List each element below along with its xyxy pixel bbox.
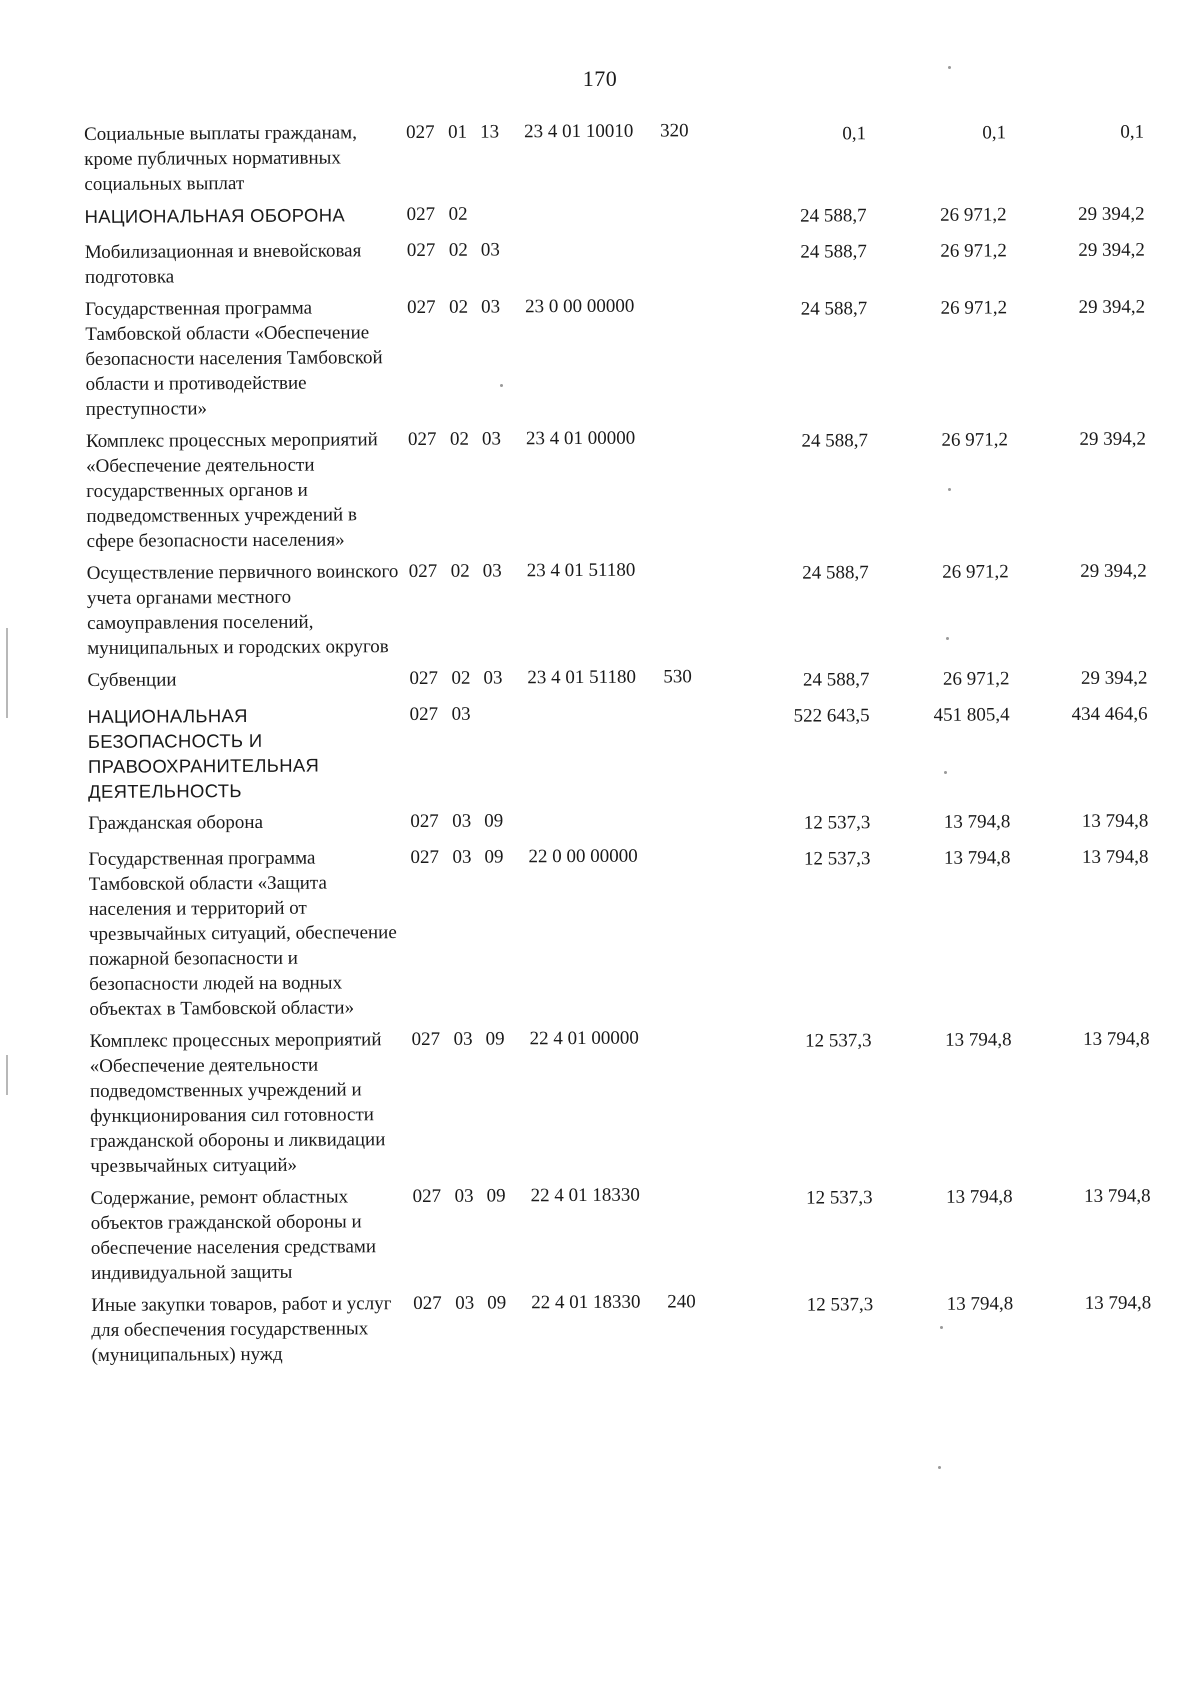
row-amount-year-3: 13 794,8 <box>1084 1185 1151 1207</box>
row-name: Иные закупки товаров, работ и услуг для обеспечения государственных (муниципальных) нужд <box>91 1293 392 1366</box>
row-amount-year-1: 12 537,3 <box>803 848 871 870</box>
row-target-article-code <box>528 807 664 808</box>
row-amount-year-2: 13 794,8 <box>943 811 1011 833</box>
row-grbs-code: 027 <box>412 1185 442 1208</box>
table-row <box>88 840 1185 1022</box>
scan-speck <box>948 488 951 491</box>
row-amount-year-3: 434 464,6 <box>1071 703 1148 725</box>
row-name: Государственная программа Тамбовской области «Защита населения и территорий от чрезвычайных ситуаций, обеспечение пожарной безопасности и безопасности людей на водных объектах в Тамбовской области» <box>88 847 397 1020</box>
row-target-article-code: 23 4 01 51180 <box>527 666 637 689</box>
row-target-article-code: 23 4 01 10010 <box>524 120 634 143</box>
row-subsection-code: 09 <box>486 1185 506 1207</box>
row-name: Осуществление первичного воинского учета органами местного самоуправления поселений, муниципальных и городских округов <box>86 561 399 659</box>
row-name: Социальные выплаты гражданам, кроме публичных нормативных социальных выплат <box>84 122 357 195</box>
table-row <box>87 554 1184 661</box>
row-section-code: 03 <box>454 1185 474 1207</box>
scan-speck <box>948 66 951 69</box>
row-section-code: 02 <box>450 560 470 582</box>
row-name: Комплекс процессных мероприятий «Обеспечение деятельности государственных органов и подведомственных учреждений в сфере безопасности населения» <box>85 429 378 552</box>
row-name: Комплекс процессных мероприятий «Обеспечение деятельности подведомственных учреждений и функционирования сил готовности гражданской обороны и ликвидации чрезвычайных ситуаций» <box>89 1029 386 1177</box>
row-section-code: 03 <box>453 1028 473 1050</box>
row-grbs-code: 027 <box>411 1028 441 1051</box>
row-amount-year-1: 12 537,3 <box>803 812 871 834</box>
table-row <box>85 197 1181 233</box>
row-section-code: 02 <box>451 667 471 689</box>
row-amount-year-3: 0,1 <box>1120 121 1145 143</box>
row-subsection-code: 09 <box>485 1028 505 1050</box>
row-amount-year-3: 13 794,8 <box>1084 1292 1152 1314</box>
row-amount-year-3: 13 794,8 <box>1081 810 1149 832</box>
row-grbs-code: 027 <box>407 428 437 451</box>
row-grbs-code: 027 <box>413 1292 442 1315</box>
row-target-article-code: 22 4 01 18330 <box>530 1184 640 1207</box>
row-amount-year-1: 24 588,7 <box>802 669 870 691</box>
scan-speck <box>500 384 503 387</box>
row-section-code: 02 <box>448 203 468 225</box>
row-target-article-code: 22 4 01 00000 <box>529 1027 639 1050</box>
row-amount-year-3: 13 794,8 <box>1081 846 1149 868</box>
table-row <box>90 1022 1187 1179</box>
row-amount-year-1: 24 588,7 <box>800 298 868 320</box>
table-row <box>87 661 1183 697</box>
row-amount-year-1: 24 588,7 <box>802 562 869 584</box>
row-subsection-code: 03 <box>483 667 503 689</box>
scan-speck <box>944 771 947 774</box>
table-row <box>91 1286 1187 1368</box>
scan-edge-mark <box>6 628 8 718</box>
row-amount-year-1: 522 643,5 <box>793 705 870 727</box>
table-row <box>85 290 1182 422</box>
row-amount-year-2: 26 971,2 <box>940 204 1007 226</box>
row-subsection-code: 09 <box>484 810 504 832</box>
row-target-article-code: 23 4 01 00000 <box>525 427 636 450</box>
row-amount-year-3: 13 794,8 <box>1083 1028 1150 1050</box>
table-row <box>90 1179 1187 1286</box>
row-target-article-code: 23 4 01 51180 <box>526 559 636 582</box>
row-name: Содержание, ремонт областных объектов гражданской обороны и обеспечение населения средствами индивидуальной защиты <box>90 1186 377 1284</box>
row-name: Государственная программа Тамбовской области «Обеспечение безопасности населения Тамбовской области и противодействие преступности» <box>85 297 383 420</box>
row-amount-year-3: 29 394,2 <box>1078 203 1145 225</box>
row-subsection-code: 03 <box>482 560 502 582</box>
row-amount-year-3: 29 394,2 <box>1079 428 1147 450</box>
row-target-article-code <box>524 200 660 201</box>
row-amount-year-1: 24 588,7 <box>801 430 869 452</box>
row-grbs-code: 027 <box>409 703 439 726</box>
row-section-code: 03 <box>452 810 472 832</box>
row-section-code: 01 <box>448 121 468 143</box>
row-section-code: 02 <box>448 239 468 261</box>
row-amount-year-2: 26 971,2 <box>942 668 1010 690</box>
row-amount-year-2: 13 794,8 <box>945 1029 1012 1051</box>
row-amount-year-3: 29 394,2 <box>1080 667 1148 689</box>
row-amount-year-2: 13 794,8 <box>946 1293 1014 1315</box>
row-grbs-code: 027 <box>406 203 436 226</box>
row-amount-year-2: 26 971,2 <box>940 297 1008 319</box>
row-name: Субвенции <box>87 669 177 691</box>
row-expense-type-code: 530 <box>663 666 692 688</box>
row-target-article-code: 22 4 01 18330 <box>531 1291 641 1314</box>
row-amount-year-1: 0,1 <box>842 123 867 145</box>
row-amount-year-1: 24 588,7 <box>800 205 867 227</box>
row-amount-year-2: 13 794,8 <box>943 847 1011 869</box>
scan-speck <box>940 1326 943 1329</box>
row-name: Мобилизационная и вневойсковая подготовка <box>84 240 362 288</box>
row-amount-year-2: 13 794,8 <box>946 1186 1013 1208</box>
row-grbs-code: 027 <box>409 667 438 690</box>
row-amount-year-2: 26 971,2 <box>940 240 1007 262</box>
row-section-code: 03 <box>455 1292 475 1314</box>
row-section-code: 03 <box>451 703 471 725</box>
row-amount-year-1: 12 537,3 <box>805 1030 872 1052</box>
row-grbs-code: 027 <box>410 810 439 833</box>
row-amount-year-2: 451 805,4 <box>933 704 1010 726</box>
table-row <box>86 422 1183 554</box>
row-amount-year-1: 12 537,3 <box>806 1187 873 1209</box>
row-name: Гражданская оборона <box>88 811 264 834</box>
row-section-code: 02 <box>449 428 470 450</box>
row-amount-year-3: 29 394,2 <box>1078 296 1146 318</box>
row-amount-year-1: 24 588,7 <box>800 241 867 263</box>
row-target-article-code <box>528 700 664 701</box>
row-target-article-code <box>525 236 661 237</box>
scan-speck <box>946 637 949 640</box>
budget-table <box>84 115 1188 1375</box>
row-expense-type-code: 240 <box>667 1291 696 1313</box>
row-grbs-code: 027 <box>406 239 436 262</box>
row-subsection-code: 03 <box>480 239 500 261</box>
row-subsection-code: 03 <box>481 428 502 450</box>
row-target-article-code: 22 0 00 00000 <box>528 845 638 868</box>
table-row <box>85 233 1181 290</box>
row-section-code: 03 <box>452 846 472 868</box>
table-row <box>84 115 1180 197</box>
row-target-article-code: 23 0 00 00000 <box>525 295 635 318</box>
row-amount-year-2: 26 971,2 <box>942 561 1009 583</box>
row-subsection-code: 13 <box>480 121 500 143</box>
table-row <box>88 804 1184 840</box>
scan-speck <box>938 1466 941 1469</box>
row-grbs-code: 027 <box>410 846 440 869</box>
table-row <box>88 697 1185 804</box>
row-amount-year-2: 0,1 <box>982 122 1007 144</box>
row-subsection-code: 09 <box>487 1292 507 1314</box>
row-amount-year-3: 29 394,2 <box>1080 560 1147 582</box>
row-subsection-code: 03 <box>481 296 501 318</box>
row-amount-year-1: 12 537,3 <box>806 1294 874 1316</box>
page-number: 170 <box>582 66 618 91</box>
row-name: НАЦИОНАЛЬНАЯ ОБОРОНА <box>84 204 346 227</box>
scan-edge-mark <box>6 1055 8 1095</box>
row-grbs-code: 027 <box>407 296 436 319</box>
row-amount-year-2: 26 971,2 <box>941 429 1009 451</box>
row-expense-type-code: 320 <box>660 120 689 142</box>
row-amount-year-3: 29 394,2 <box>1078 239 1145 261</box>
row-section-code: 02 <box>449 296 469 318</box>
row-subsection-code: 09 <box>484 846 504 868</box>
row-grbs-code: 027 <box>408 560 438 583</box>
row-name: НАЦИОНАЛЬНАЯ БЕЗОПАСНОСТЬ И ПРАВООХРАНИТЕЛЬНАЯ ДЕЯТЕЛЬНОСТЬ <box>87 705 320 802</box>
row-grbs-code: 027 <box>406 121 435 144</box>
